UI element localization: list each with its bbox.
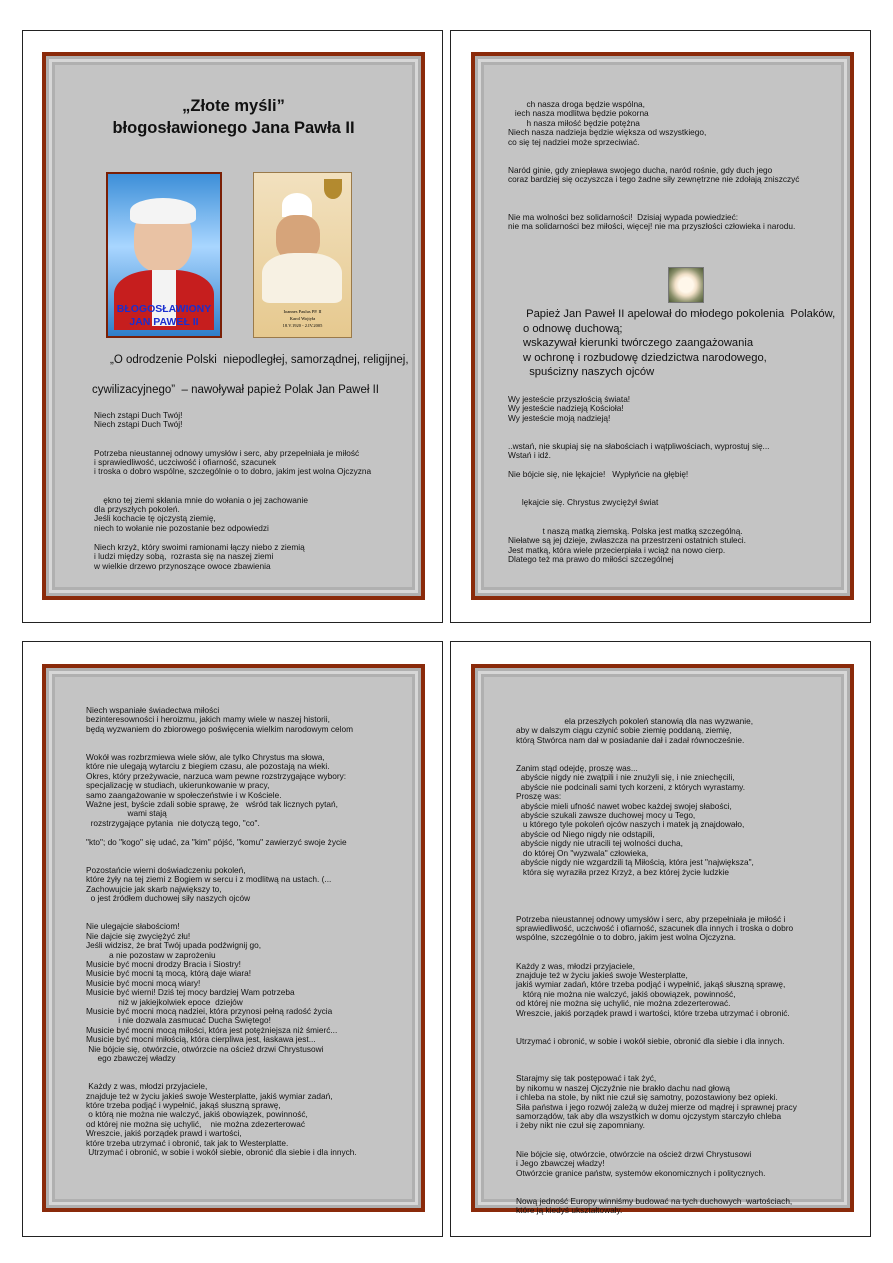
page-3 — [22, 641, 443, 1237]
sepia-caption-1: Ioannes Paulus PP. II — [283, 309, 322, 314]
quote-line-2: cywilizacyjnego” – nawoływał papież Polak Jan Paweł II — [92, 384, 380, 396]
page-1 — [22, 30, 443, 623]
page-4-text: ela przeszłych pokoleń stanowią dla nas wyzwanie, aby w dalszym ciągu czynić sobie ziemię poddaną, ziemię, którą Stwórca nam dał w posiadanie dał i zadał równocześnie. Zanim stąd odejdę, proszę was... abyście nigdy nie zwątpili i nie znużyli się, i nie zniechęcili, abyście nie podcinali sami tych korzeni, z których wyrastamy. Proszę was: abyście mieli ufność nawet wobec każdej swojej słabości, abyście szukali zawsze duchowej mocy u Tego, u którego tyle pokoleń ojców naszych i matek ją znajdowało, abyście od Niego nigdy nie odstąpili, abyście nigdy nie utracili tej wolności ducha, do której On "wyzwala" człowieka, abyście nigdy nie wzgardzili tą Miłością, która jest "największa", która się wyraziła przez Krzyż, a bez której życie ludzkie Potrzeba nieustannej odnowy umysłów i serc, aby przepełniała je miłość i sprawiedliwość, uczciwość i ofiarność, szacunek dla innych i troska o dobro wspólne, szczególnie o to dobro, jakim jest wolna Ojczyzna. Każdy z was, młodzi przyjaciele, znajduje też w życiu jakieś swoje Westerplatte, jakiś wymiar zadań, które trzeba podjąć i wypełnić, jakąś słuszną sprawę, którą nie można nie walczyć, jakiś obowiązek, powinność, od której nie można się uchylić, nie można zdezerterować. Wreszcie, jakiś porządek prawd i wartości, które trzeba utrzymać i obronić. Utrzymać i obronić, w sobie i wokół siebie, obronić dla siebie i dla innych. Starajmy się tak postępować i tak żyć, by nikomu w naszej Ojczyźnie nie brakło dachu nad głową i chleba na stole, by nikt nie czuł się samotny, pozostawiony bez opieki. Siła państwa i jego rozwój zależą w dużej mierze od mądrej i sprawnej pracy samorządów, tak aby dla wszystkich w domu ojczystym starczyło chleba i żeby nikt nie czuł się zapomniany. Nie bójcie się, otwórzcie, otwórzcie na oścież drzwi Chrystusowi i Jego zbawczej władzy! Otwórzcie granice państw, systemów ekonomicznych i politycznych. Nową jedność Europy winniśmy budować na tych duchowych wartościach, które ją kiedyś ukształtowały. — [516, 716, 797, 1216]
page-4-frame — [471, 664, 854, 1216]
page-2-frame — [471, 52, 854, 600]
page-1-frame — [42, 52, 425, 600]
portrait-caption-2: JAN PAWEŁ II — [129, 316, 199, 328]
page-4 — [450, 641, 871, 1237]
page-2 — [450, 30, 871, 623]
page-2-appeal: Papież Jan Paweł II apelował do młodego pokolenia Polaków, o odnowę duchową; wskazywał kierunki twórczego zaangażowania w ochronę i rozbudowę dziedzictwa narodowego, spuścizny naszych ojców — [523, 308, 836, 379]
page-2-text-top: ch nasza droga będzie wspólna, iech nasza modlitwa będzie pokorna h nasza miłość będzie potężna Niech nasza nadzieja będzie większa od wszystkiego, co się tej nadziei może sprzeciwiać. Naród ginie, gdy zniepława swojego ducha, naród rośnie, gdy duch jego coraz bardziej się oczyszcza i tego żadne siły zewnętrzne nie zdołają zniszczyć Nie ma wolności bez solidarności! Dzisiaj wypada powiedzieć: nie ma solidarności bez miłości, więcej! nie ma przyszłości człowieka i narodu. — [508, 99, 800, 232]
page-3-text: Niech wspaniałe świadectwa miłości bezinteresowności i heroizmu, jakich mamy wiele w naszej historii, będą wyzwaniem do zbiorowego poświęcenia wielkim narodowym celom Wokół was rozbrzmiewa wiele słów, ale tylko Chrystus ma słowa, które nie ulegają wytarciu z biegiem czasu, ale pozostają na wieki. Okres, który przeżywacie, narzuca wam pewne rozstrzygające wybory: specjalizację w studiach, ukierunkowanie w pracy, samo zaangażowanie w społeczeństwie i w Kościele. Ważne jest, byście zdali sobie sprawę, że wśród tak licznych pytań, wami stają rozstrzygające pytania nie dotyczą tego, "co". "kto"; do "kogo" się udać, za "kim" pójść, "komu" zawierzyć swoje życie Pozostańcie wierni doświadczeniu pokoleń, które żyły na tej ziemi z Bogiem w sercu i z modlitwą na ustach. (... Zachowujcie jak skarb największy to, o jest źródłem duchowej siły naszych ojców Nie ulegajcie słabościom! Nie dajcie się zwyciężyć złu! Jeśli widzisz, że brat Twój upada podźwignij go, a nie pozostaw w zaprożeniu Musicie być mocni drodzy Bracia i Siostry! Musicie być mocni tą mocą, którą daje wiara! Musicie być mocni mocą wiary! Musicie być wierni! Dziś tej mocy bardziej Wam potrzeba niż w jakiejkolwiek epoce dziejów Musicie być mocni mocą nadziei, która przynosi pełną radość życia i nie dozwala zasmucać Ducha Świętego! Musicie być mocni mocą miłości, która jest potężniejsza niż śmierć... Musicie być mocni miłością, która cierpliwa jest, łaskawa jest... Nie bójcie się, otwórzcie, otwórzcie na oścież drzwi Chrystusowi ego zbawczej władzy Każdy z was, młodzi przyjaciele, znajduje też w życiu jakieś swoje Westerplatte, jakiś wymiar zadań, które trzeba podjąć i wypełnić, jakąś słuszną sprawę, o którą nie można nie walczyć, jakiś obowiązek, powinność, od której nie można się uchylić, nie można zdezerterować Wreszcie, jakiś porządek prawd i wartości, które trzeba utrzymać i obronić, tak jak to Westerplatte. Utrzymać i obronić, w sobie i wokół siebie, obronić dla siebie i dla innych. — [86, 705, 357, 1158]
title-line-1: „Złote myśli” — [182, 97, 285, 115]
portrait-photo — [106, 172, 222, 338]
papal-coat-of-arms-icon — [324, 179, 342, 199]
page-1-body: Niech zstąpi Duch Twój! Niech zstąpi Duch Twój! Potrzeba nieustannej odnowy umysłów i serc, aby przepełniała je miłość i sprawiedliwość, uczciwość i ofiarność, szacunek i troska o dobro wspólne, szczególnie o to dobro, jakim jest wolna Ojczyzna ękno tej ziemi skłania mnie do wołania o jej zachowanie dla przyszłych pokoleń. Jeśli kochacie tę ojczystą ziemię, niech to wołanie nie pozostanie bez odpowiedzi Niech krzyż, który swoimi ramionami łączy niebo z ziemią i ludzi między sobą, rozrasta się na naszej ziemi w wielkie drzewo przynoszące owoce zbawienia — [94, 410, 372, 571]
page-3-frame — [42, 664, 425, 1212]
rose-image — [668, 267, 704, 303]
sepia-caption-2: Karol Wojtyła — [289, 316, 316, 321]
title-line-2: błogosławionego Jana Pawła II — [112, 119, 355, 137]
quote-line-1: „O odrodzenie Polski niepodległej, samorządnej, religijnej, — [110, 354, 409, 366]
page-2-text-bottom: Wy jesteście przyszłością świata! Wy jesteście nadzieją Kościoła! Wy jesteście moją nadzieją! ..wstań, nie skupiaj się na słabościach i wątpliwościach, wyprostuj się... Wstań i idź. Nie bójcie się, nie lękajcie! Wypłyńcie na głębię! lękajcie się. Chrystus zwyciężył świat t naszą matką ziemską. Polska jest matką szczególną. Niełatwe są jej dzieje, zwłaszcza na przestrzeni ostatnich stuleci. Jest matką, która wiele przecierpiała i wciąż na nowo cierp. Dlatego też ma prawo do miłości szczególnej — [508, 394, 770, 564]
portrait-caption-1: BŁOGOSŁAWIONY — [116, 303, 212, 315]
sepia-photo — [253, 172, 352, 338]
sepia-caption-3: 18.V.1920 - 2.IV.2005 — [282, 323, 323, 328]
